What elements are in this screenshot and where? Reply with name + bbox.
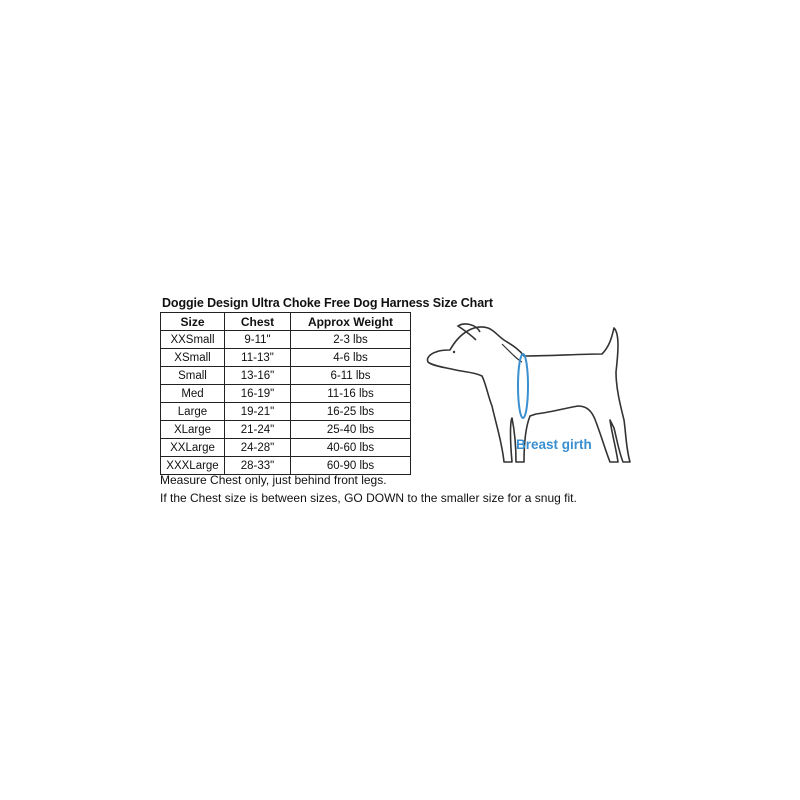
- weight-cell: 25-40 lbs: [291, 421, 411, 439]
- column-header-weight: Approx Weight: [291, 313, 411, 331]
- size-cell: XSmall: [161, 349, 225, 367]
- dog-eye: [453, 351, 455, 353]
- table-row: [161, 457, 411, 475]
- table-row: [161, 349, 411, 367]
- weight-cell: 60-90 lbs: [291, 457, 411, 475]
- table-row: [161, 367, 411, 385]
- chest-cell: 13-16": [225, 367, 291, 385]
- column-header-size: Size: [161, 313, 225, 331]
- size-cell: Large: [161, 403, 225, 421]
- size-cell: Small: [161, 367, 225, 385]
- chest-cell: 21-24": [225, 421, 291, 439]
- table-header-row: [161, 313, 411, 331]
- chest-cell: 9-11": [225, 331, 291, 349]
- size-chart-table: [160, 312, 411, 475]
- dog-ear-outline: [458, 324, 480, 340]
- chest-cell: 19-21": [225, 403, 291, 421]
- between-sizes-note: If the Chest size is between sizes, GO DOWN to the smaller size for a snug fit.: [160, 491, 577, 505]
- column-header-chest: Chest: [225, 313, 291, 331]
- size-cell: Med: [161, 385, 225, 403]
- table-row: [161, 421, 411, 439]
- size-cell: XXXLarge: [161, 457, 225, 475]
- weight-cell: 4-6 lbs: [291, 349, 411, 367]
- size-cell: XXLarge: [161, 439, 225, 457]
- measure-note: Measure Chest only, just behind front legs.: [160, 473, 387, 487]
- chart-title: Doggie Design Ultra Choke Free Dog Harness Size Chart: [162, 296, 493, 310]
- weight-cell: 2-3 lbs: [291, 331, 411, 349]
- chest-cell: 16-19": [225, 385, 291, 403]
- breast-girth-loop: [518, 354, 528, 418]
- dog-collar-outline: [502, 344, 522, 362]
- breast-girth-label: Breast girth: [516, 437, 592, 452]
- table-row: [161, 403, 411, 421]
- chest-cell: 24-28": [225, 439, 291, 457]
- weight-cell: 6-11 lbs: [291, 367, 411, 385]
- weight-cell: 11-16 lbs: [291, 385, 411, 403]
- table-row: [161, 331, 411, 349]
- dog-outline-icon: [420, 310, 640, 480]
- chest-cell: 11-13": [225, 349, 291, 367]
- weight-cell: 16-25 lbs: [291, 403, 411, 421]
- table-row: [161, 385, 411, 403]
- size-cell: XLarge: [161, 421, 225, 439]
- weight-cell: 40-60 lbs: [291, 439, 411, 457]
- table-row: [161, 439, 411, 457]
- size-cell: XXSmall: [161, 331, 225, 349]
- chest-cell: 28-33": [225, 457, 291, 475]
